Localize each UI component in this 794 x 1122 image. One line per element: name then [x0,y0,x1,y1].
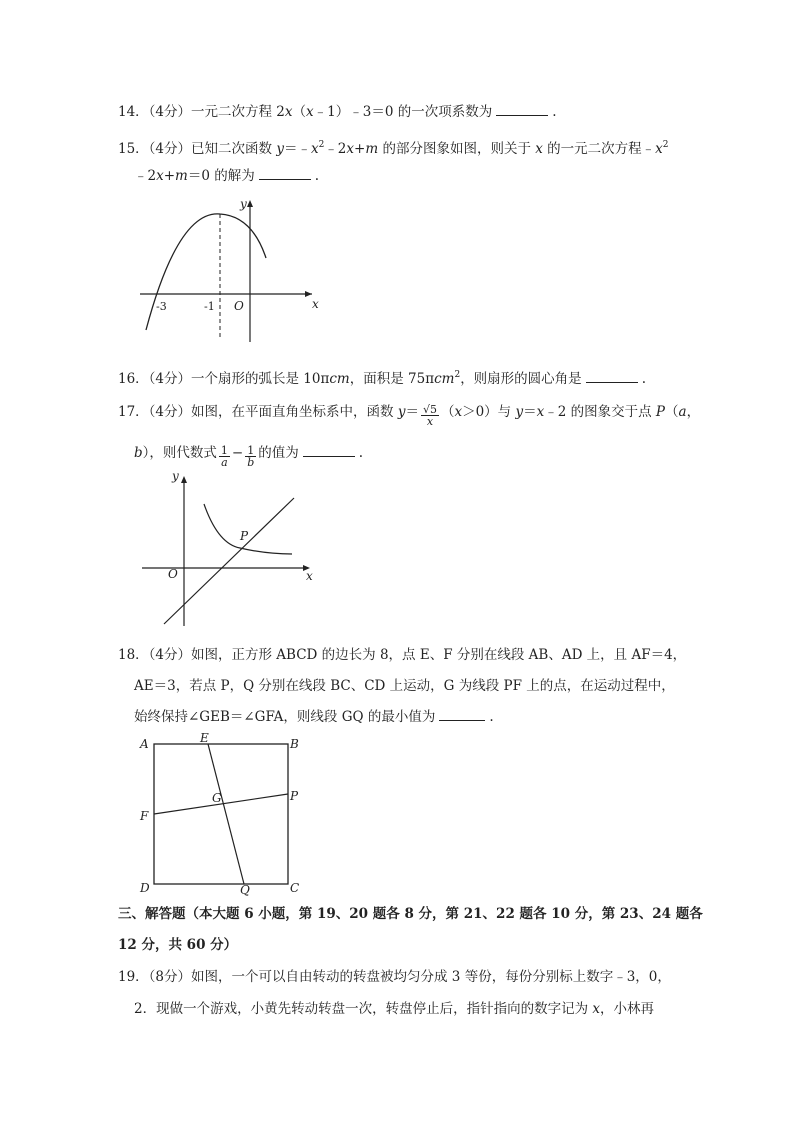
graph15-tick-neg1: -1 [204,300,215,313]
section-3-header-line-1: 三、解答题（本大题 6 小题，第 19、20 题各 8 分，第 21、22 题各 10 分，第 23、24 题各 [118,906,703,922]
graph17-x-label: x [306,569,313,583]
label-Q: Q [240,883,250,897]
label-F: F [140,809,149,823]
section-3-header-line-2: 12 分，共 60 分） [118,937,238,953]
label-D: D [140,881,150,895]
question-18-line-3: 始终保持∠GEB＝∠GFA，则线段 GQ 的最小值为 . [134,709,494,725]
square-ABCD [154,744,288,884]
answer-blank-14 [496,103,548,116]
graph17-point-P-label: P [240,529,249,543]
question-14: 14．（4分）一元二次方程 2x（x﹣1）﹣3＝0 的一次项系数为 . [118,104,557,120]
question-19-line-1: 19．（8分）如图，一个可以自由转动的转盘被均匀分成 3 等份，每份分别标上数字﹣3，0， [118,969,671,985]
label-G: G [212,791,222,805]
answer-blank-16 [586,370,638,383]
graph15-y-label: y [240,197,247,211]
question-17-line-2: b），则代数式 $\frac{1}{a}$ − $\frac{1}{b}$ 的值为 . [134,444,364,469]
segment-EQ [208,744,244,884]
hyperbola-line-graph [140,468,330,628]
label-B: B [290,737,299,751]
question-16: 16．（4分）一个扇形的弧长是 10πcm，面积是 75πcm$^2$，则扇形的圆心角是 . [118,370,646,387]
graph17-origin-label: O [168,567,178,581]
graph17-y-label: y [172,469,179,483]
question-19-line-2: 2．现做一个游戏，小黄先转动转盘一次，转盘停止后，指针指向的数字记为 x，小林再 [134,1001,655,1017]
label-C: C [290,881,300,895]
label-A: A [140,737,149,751]
question-15-line-1: 15．（4分）已知二次函数 $y=﹣x^2﹣2x+m$ 的部分图象如图，则关于 x 的一元二次方程$﹣x^2$ [118,140,669,157]
question-18-line-2: AE＝3，若点 P，Q 分别在线段 BC、CD 上运动，G 为线段 PF 上的点，在运动过程中， [134,678,675,694]
fraction-1-over-a: $\frac{1}{a}$ [220,444,228,469]
y-axis-arrow-icon [247,200,253,207]
graph15-origin-label: O [234,299,244,313]
question-18-line-1: 18．（4分）如图，正方形 ABCD 的边长为 8，点 E、F 分别在线段 AB、AD 上，且 AF＝4， [118,647,687,663]
parabola-graph [130,190,330,350]
question-17-line-1: 17．（4分）如图，在平面直角坐标系中，函数 y＝ $\frac{√5}{x}$ （x＞0）与 y＝x﹣2 的图象交于点 P（a， [118,403,701,428]
answer-blank-18 [439,708,485,721]
fraction-sqrt5-over-x: $\frac{√5}{x}$ [422,403,437,428]
x-axis-arrow-icon [305,291,312,297]
question-15-line-2: ﹣2x+m＝0 的解为 . [134,168,320,184]
square-ABCD-diagram [136,732,316,896]
label-E: E [200,731,209,745]
answer-blank-15 [259,167,311,180]
graph15-x-label: x [312,297,319,311]
graph15-tick-neg3: -3 [156,300,167,313]
fraction-1-over-b: $\frac{1}{b}$ [247,444,255,469]
answer-blank-17 [303,444,355,457]
y-axis-arrow-icon [181,476,187,483]
label-P: P [290,789,299,803]
